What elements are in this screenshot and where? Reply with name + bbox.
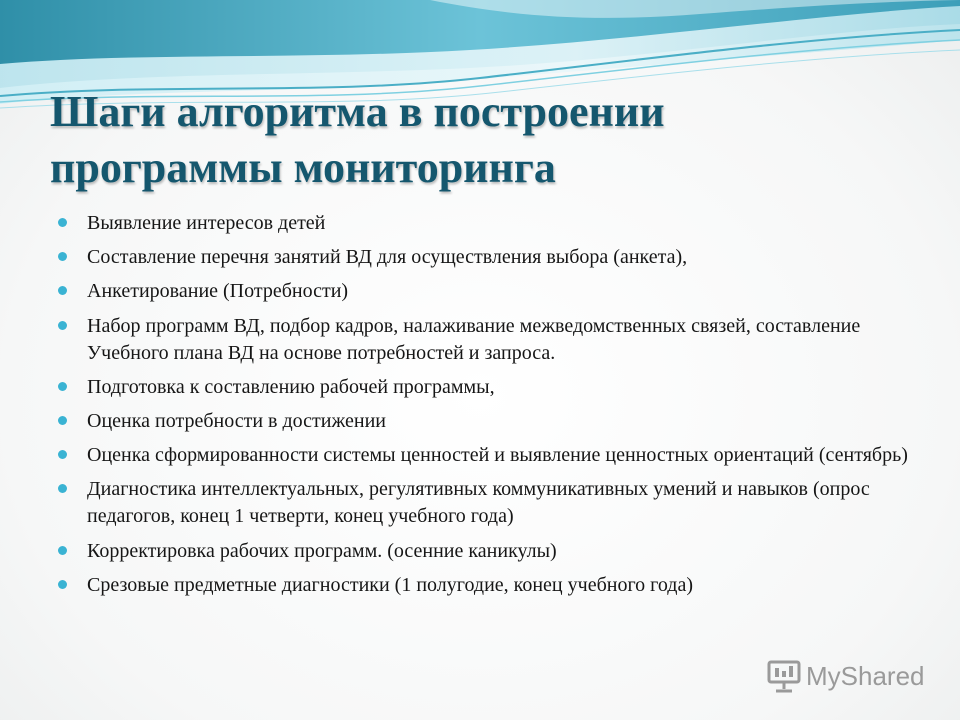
bullet-item [58, 210, 918, 237]
slide-title-line-1: Шаги алгоритма в построении [50, 87, 665, 136]
bullet-dot-icon [58, 252, 67, 261]
bullet-dot-icon [58, 450, 67, 459]
presentation-board-icon [766, 658, 802, 694]
bullet-dot-icon [58, 580, 67, 589]
bullet-item [58, 313, 918, 367]
bullet-item [58, 278, 918, 305]
bullet-dot-icon [58, 484, 67, 493]
bullet-text: Составление перечня занятий ВД для осуществления выбора (анкета), [87, 246, 688, 269]
bullet-item [58, 374, 918, 401]
bullet-text: Оценка сформированности системы ценностей и выявление ценностных ориентаций (сентябрь) [87, 444, 908, 467]
myshared-watermark[interactable] [766, 656, 936, 696]
bullet-text: Корректировка рабочих программ. (осенние каникулы) [87, 539, 557, 562]
bullet-text: Диагностика интеллектуальных, регулятивных коммуникативных умений и навыков (опрос педагогов, конец 1 четверти, конец учебного года) [87, 478, 870, 528]
bullet-item [58, 476, 918, 530]
slide-title-line-2: программы мониторинга [50, 143, 556, 192]
bullet-dot-icon [58, 218, 67, 227]
watermark-text: MyShared [806, 660, 925, 691]
bullet-text: Подготовка к составлению рабочей программы, [87, 375, 495, 398]
bullet-dot-icon [58, 286, 67, 295]
bullet-text: Выявление интересов детей [87, 212, 326, 234]
bullet-item [58, 408, 918, 435]
bullet-text: Набор программ ВД, подбор кадров, налаживание межведомственных связей, составление Учебного плана ВД на основе потребностей и запроса. [87, 314, 861, 364]
bullet-dot-icon [58, 546, 67, 555]
bullet-dot-icon [58, 382, 67, 391]
bullet-text: Оценка потребности в достижении [87, 409, 386, 432]
bullet-item [58, 538, 918, 565]
bullet-item [58, 572, 918, 599]
bullet-item [58, 442, 918, 469]
bullet-text: Срезовые предметные диагностики (1 полугодие, конец учебного года) [87, 573, 693, 596]
bullet-text: Анкетирование (Потребности) [87, 280, 349, 303]
bullet-item [58, 244, 918, 271]
bullet-dot-icon [58, 321, 67, 330]
slide-title [50, 84, 910, 196]
bullet-list [58, 210, 918, 606]
bullet-dot-icon [58, 416, 67, 425]
